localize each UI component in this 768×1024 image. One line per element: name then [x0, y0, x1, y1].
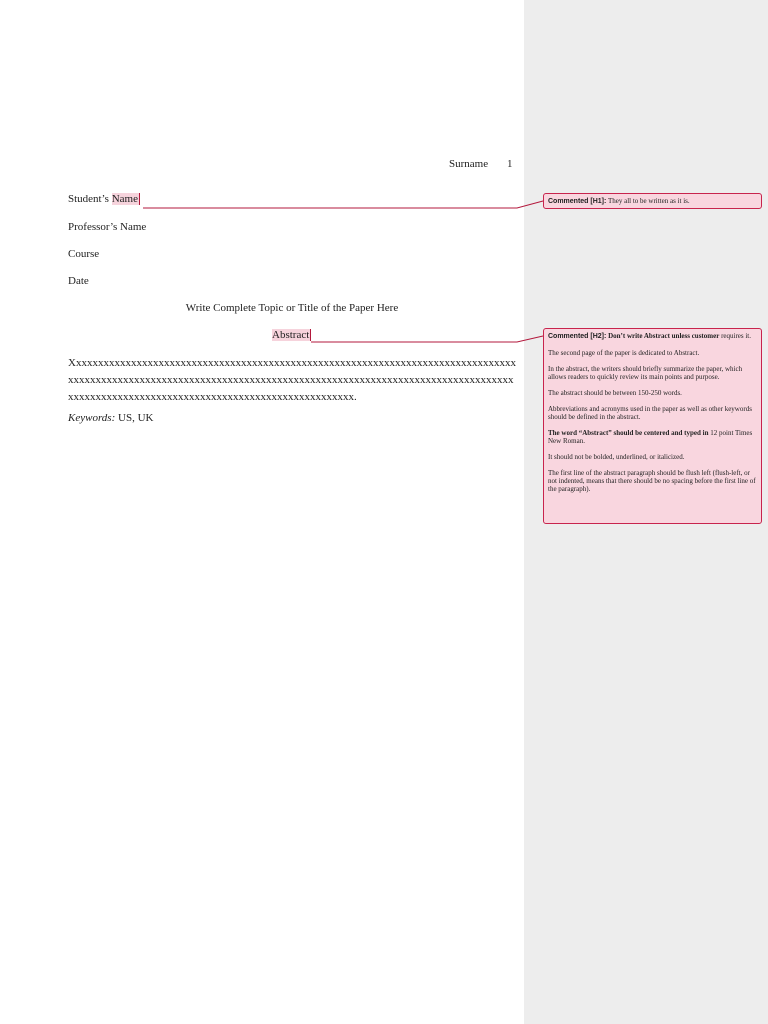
keywords-value: US, UK [115, 412, 154, 424]
comment-h2-paragraph-2: The second page of the paper is dedicated to Abstract. [548, 349, 700, 357]
keywords-label: Keywords: [68, 412, 116, 424]
comment-h1-text: They all to be written as it is. [606, 197, 690, 205]
comment-h2-bold-text: Don’t write Abstract unless customer [606, 332, 720, 340]
student-name-commented-text[interactable]: Name [111, 193, 138, 205]
paper-title[interactable]: Write Complete Topic or Title of the Paper Here [185, 302, 399, 314]
header-surname: Surname [449, 158, 489, 170]
comment-h2-label: Commented [H2]: [548, 333, 607, 340]
student-name-prefix: Student’s [68, 193, 112, 205]
comment-h2-paragraph-4: The abstract should be between 150-250 words. [548, 389, 682, 397]
professor-name-line[interactable]: Professor’s Name [68, 221, 147, 233]
comment-h2[interactable] [543, 328, 762, 524]
abstract-heading[interactable] [272, 329, 311, 342]
comment-h2-rest-text: requires it. [719, 332, 751, 340]
course-line[interactable]: Course [68, 248, 100, 260]
comment-h2-paragraph-5: Abbreviations and acronyms used in the paper as well as other keywords should be defined in the abstract. [548, 405, 752, 421]
header-page-number: 1 [507, 158, 513, 170]
keywords-line[interactable] [68, 412, 153, 425]
comment-h2-paragraph-6 [548, 429, 757, 445]
comment-h2-paragraph-1 [548, 332, 757, 341]
comment-h2-paragraph-7: It should not be bolded, underlined, or italicized. [548, 453, 685, 461]
comment-h2-p6-rest: 12 point Times New Roman. [548, 429, 753, 445]
student-name-line[interactable] [68, 193, 140, 206]
comment-h1-label: Commented [H1]: [548, 198, 607, 205]
abstract-commented-text[interactable]: Abstract [272, 329, 310, 341]
comment-h1[interactable] [543, 193, 762, 209]
date-line[interactable]: Date [68, 275, 89, 287]
comment-h2-p6-bold: The word “Abstract” should be centered and typed in [548, 429, 711, 437]
comment-h2-paragraph-8: The first line of the abstract paragraph should be flush left (flush-left, or not indented, means that there should be no spacing before the first line of the paragraph). [548, 469, 756, 493]
abstract-paragraph[interactable]: Xxxxxxxxxxxxxxxxxxxxxxxxxxxxxxxxxxxxxxxxxxxxxxxxxxxxxxxxxxxxxxxxxxxxxxxxxxxxxxxxxxxxxxxxxxxxxxxxxxxxxxxxxxxxxxxxxxxxxxxxxxxxxxxxxxxxxxxxxxxxxxxxxxxxxxxxxxxxxxxxxxxxxxxxxxxxxxxxxxxxxxxxxxxxxxxxxxxxxxxxxxxxxxxxxxxxxx. [68, 357, 516, 403]
comment-h2-paragraph-3: In the abstract, the writers should briefly summarize the paper, which allows readers to quickly review its main points and purpose. [548, 365, 743, 381]
